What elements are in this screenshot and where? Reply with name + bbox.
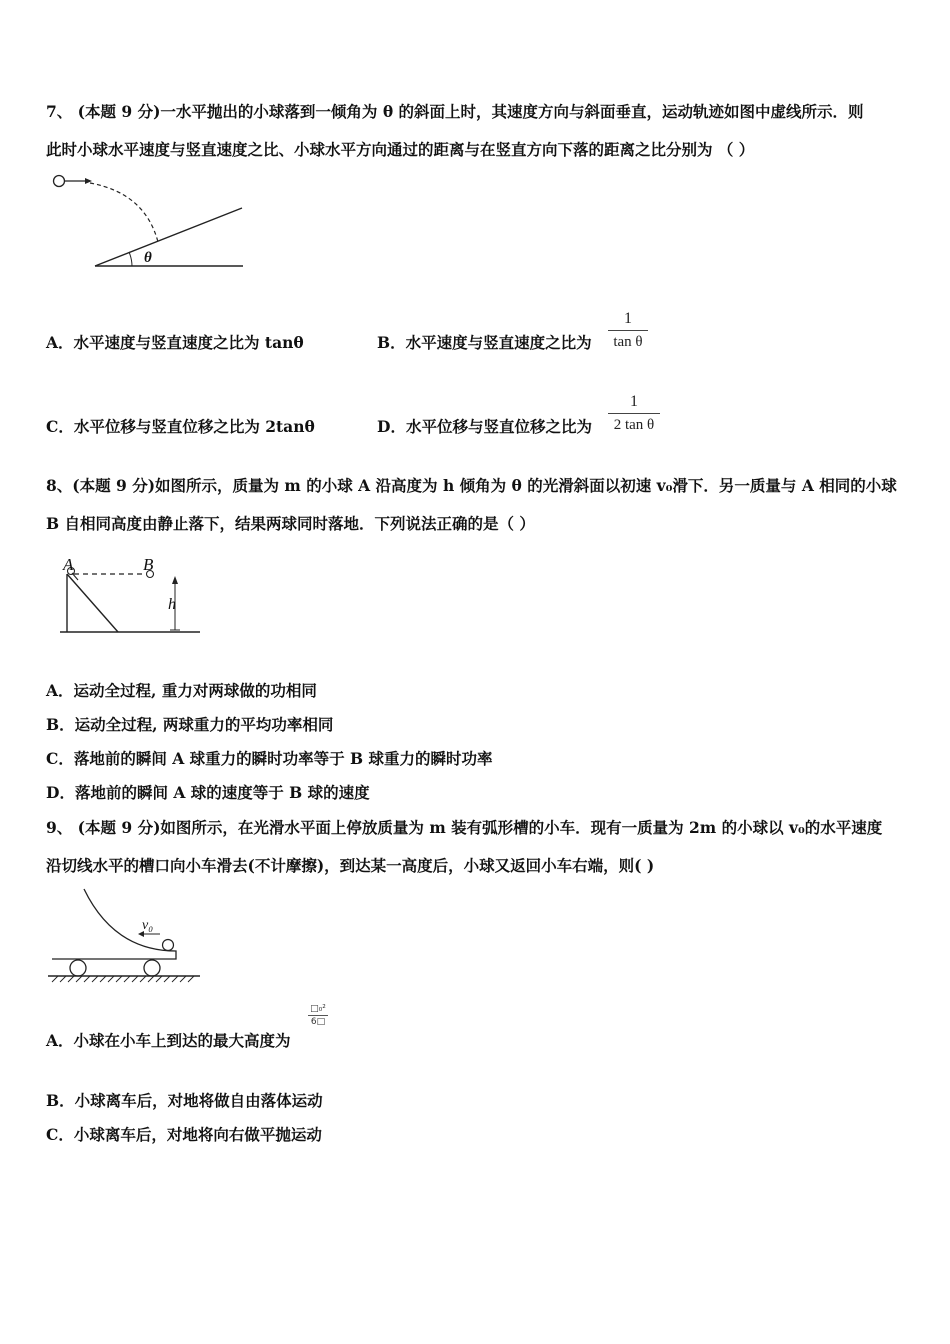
q8-option-d: D．落地前的瞬间 A 球的速度等于 B 球的速度 (46, 783, 370, 802)
q8-option-c: C．落地前的瞬间 A 球重力的瞬时功率等于 B 球重力的瞬时功率 (46, 749, 493, 768)
ball-icon (54, 176, 65, 187)
q7-option-d-fraction (608, 393, 660, 434)
fraction-numerator: □₀² (310, 1004, 326, 1014)
label-v0: v₀ (142, 918, 154, 933)
incline-line (95, 208, 242, 266)
fraction-numerator: 1 (630, 393, 638, 410)
q8-stem-line1: 8、(本题 9 分)如图所示，质量为 m 的小球 A 沿高度为 h 倾角为 θ 的光滑斜面以初速 v₀滑下．另一质量与 A 相同的小球 (46, 476, 897, 495)
fraction-denominator: 2 tan θ (613, 417, 655, 433)
fraction-bar (308, 1015, 328, 1016)
ground-hatching (52, 976, 194, 982)
q9-stem-line1: 9、 (本题 9 分)如图所示，在光滑水平面上停放质量为 m 装有弧形槽的小车．现有一质量为 2m 的小球以 v₀的水平速度 (46, 818, 883, 837)
fraction-bar (608, 330, 648, 331)
wheel-left-icon (70, 960, 86, 976)
label-b: B (143, 555, 154, 574)
fraction-numerator: 1 (624, 310, 632, 327)
ball-icon (163, 940, 174, 951)
q7-stem-line2: 此时小球水平速度与竖直速度之比、小球水平方向通过的距离与在竖直方向下落的距离之比分别为 （ ） (46, 140, 755, 159)
fraction-bar (608, 413, 660, 414)
q7-stem-line1: 7、 (本题 9 分)一水平抛出的小球落到一倾角为 θ 的斜面上时，其速度方向与斜面垂直，运动轨迹如图中虚线所示．则 (46, 102, 864, 121)
q9-figure (44, 885, 206, 985)
label-a: A (63, 555, 74, 574)
q9-option-b: B．小球离车后，对地将做自由落体运动 (46, 1091, 323, 1110)
q7-option-a: A．水平速度与竖直速度之比为 tanθ (46, 333, 304, 352)
incline-line (67, 574, 118, 632)
angle-arc (129, 252, 132, 266)
q8-option-a: A．运动全过程, 重力对两球做的功相同 (46, 681, 317, 700)
q9-stem-line2: 沿切线水平的槽口向小车滑去(不计摩擦)，到达某一高度后，小球又返回小车右端，则( ) (46, 856, 655, 875)
trajectory-dashed (90, 183, 158, 242)
q9-option-a: A．小球在小车上到达的最大高度为 (46, 1031, 291, 1050)
q7-option-d: D．水平位移与竖直位移之比为 (377, 417, 592, 436)
curved-track (52, 889, 176, 959)
q9-option-c: C．小球离车后，对地将向右做平抛运动 (46, 1125, 322, 1144)
fraction-denominator: tan θ (613, 334, 643, 350)
fraction-denominator: 6□ (310, 1017, 326, 1027)
q8-option-b: B．运动全过程, 两球重力的平均功率相同 (46, 715, 334, 734)
angle-label: θ (144, 250, 152, 266)
q7-option-b: B．水平速度与竖直速度之比为 (377, 333, 592, 352)
label-h: h (168, 596, 176, 613)
q8-figure (54, 550, 206, 638)
q7-figure (40, 168, 260, 276)
q8-stem-line2: B 自相同高度由静止落下，结果两球同时落地．下列说法正确的是（ ） (46, 514, 535, 533)
wheel-right-icon (144, 960, 160, 976)
arrowhead-up-icon (172, 576, 178, 584)
q7-option-c: C．水平位移与竖直位移之比为 2tanθ (46, 417, 315, 436)
q9-option-a-fraction (308, 1004, 328, 1027)
q7-option-b-fraction (608, 310, 648, 351)
